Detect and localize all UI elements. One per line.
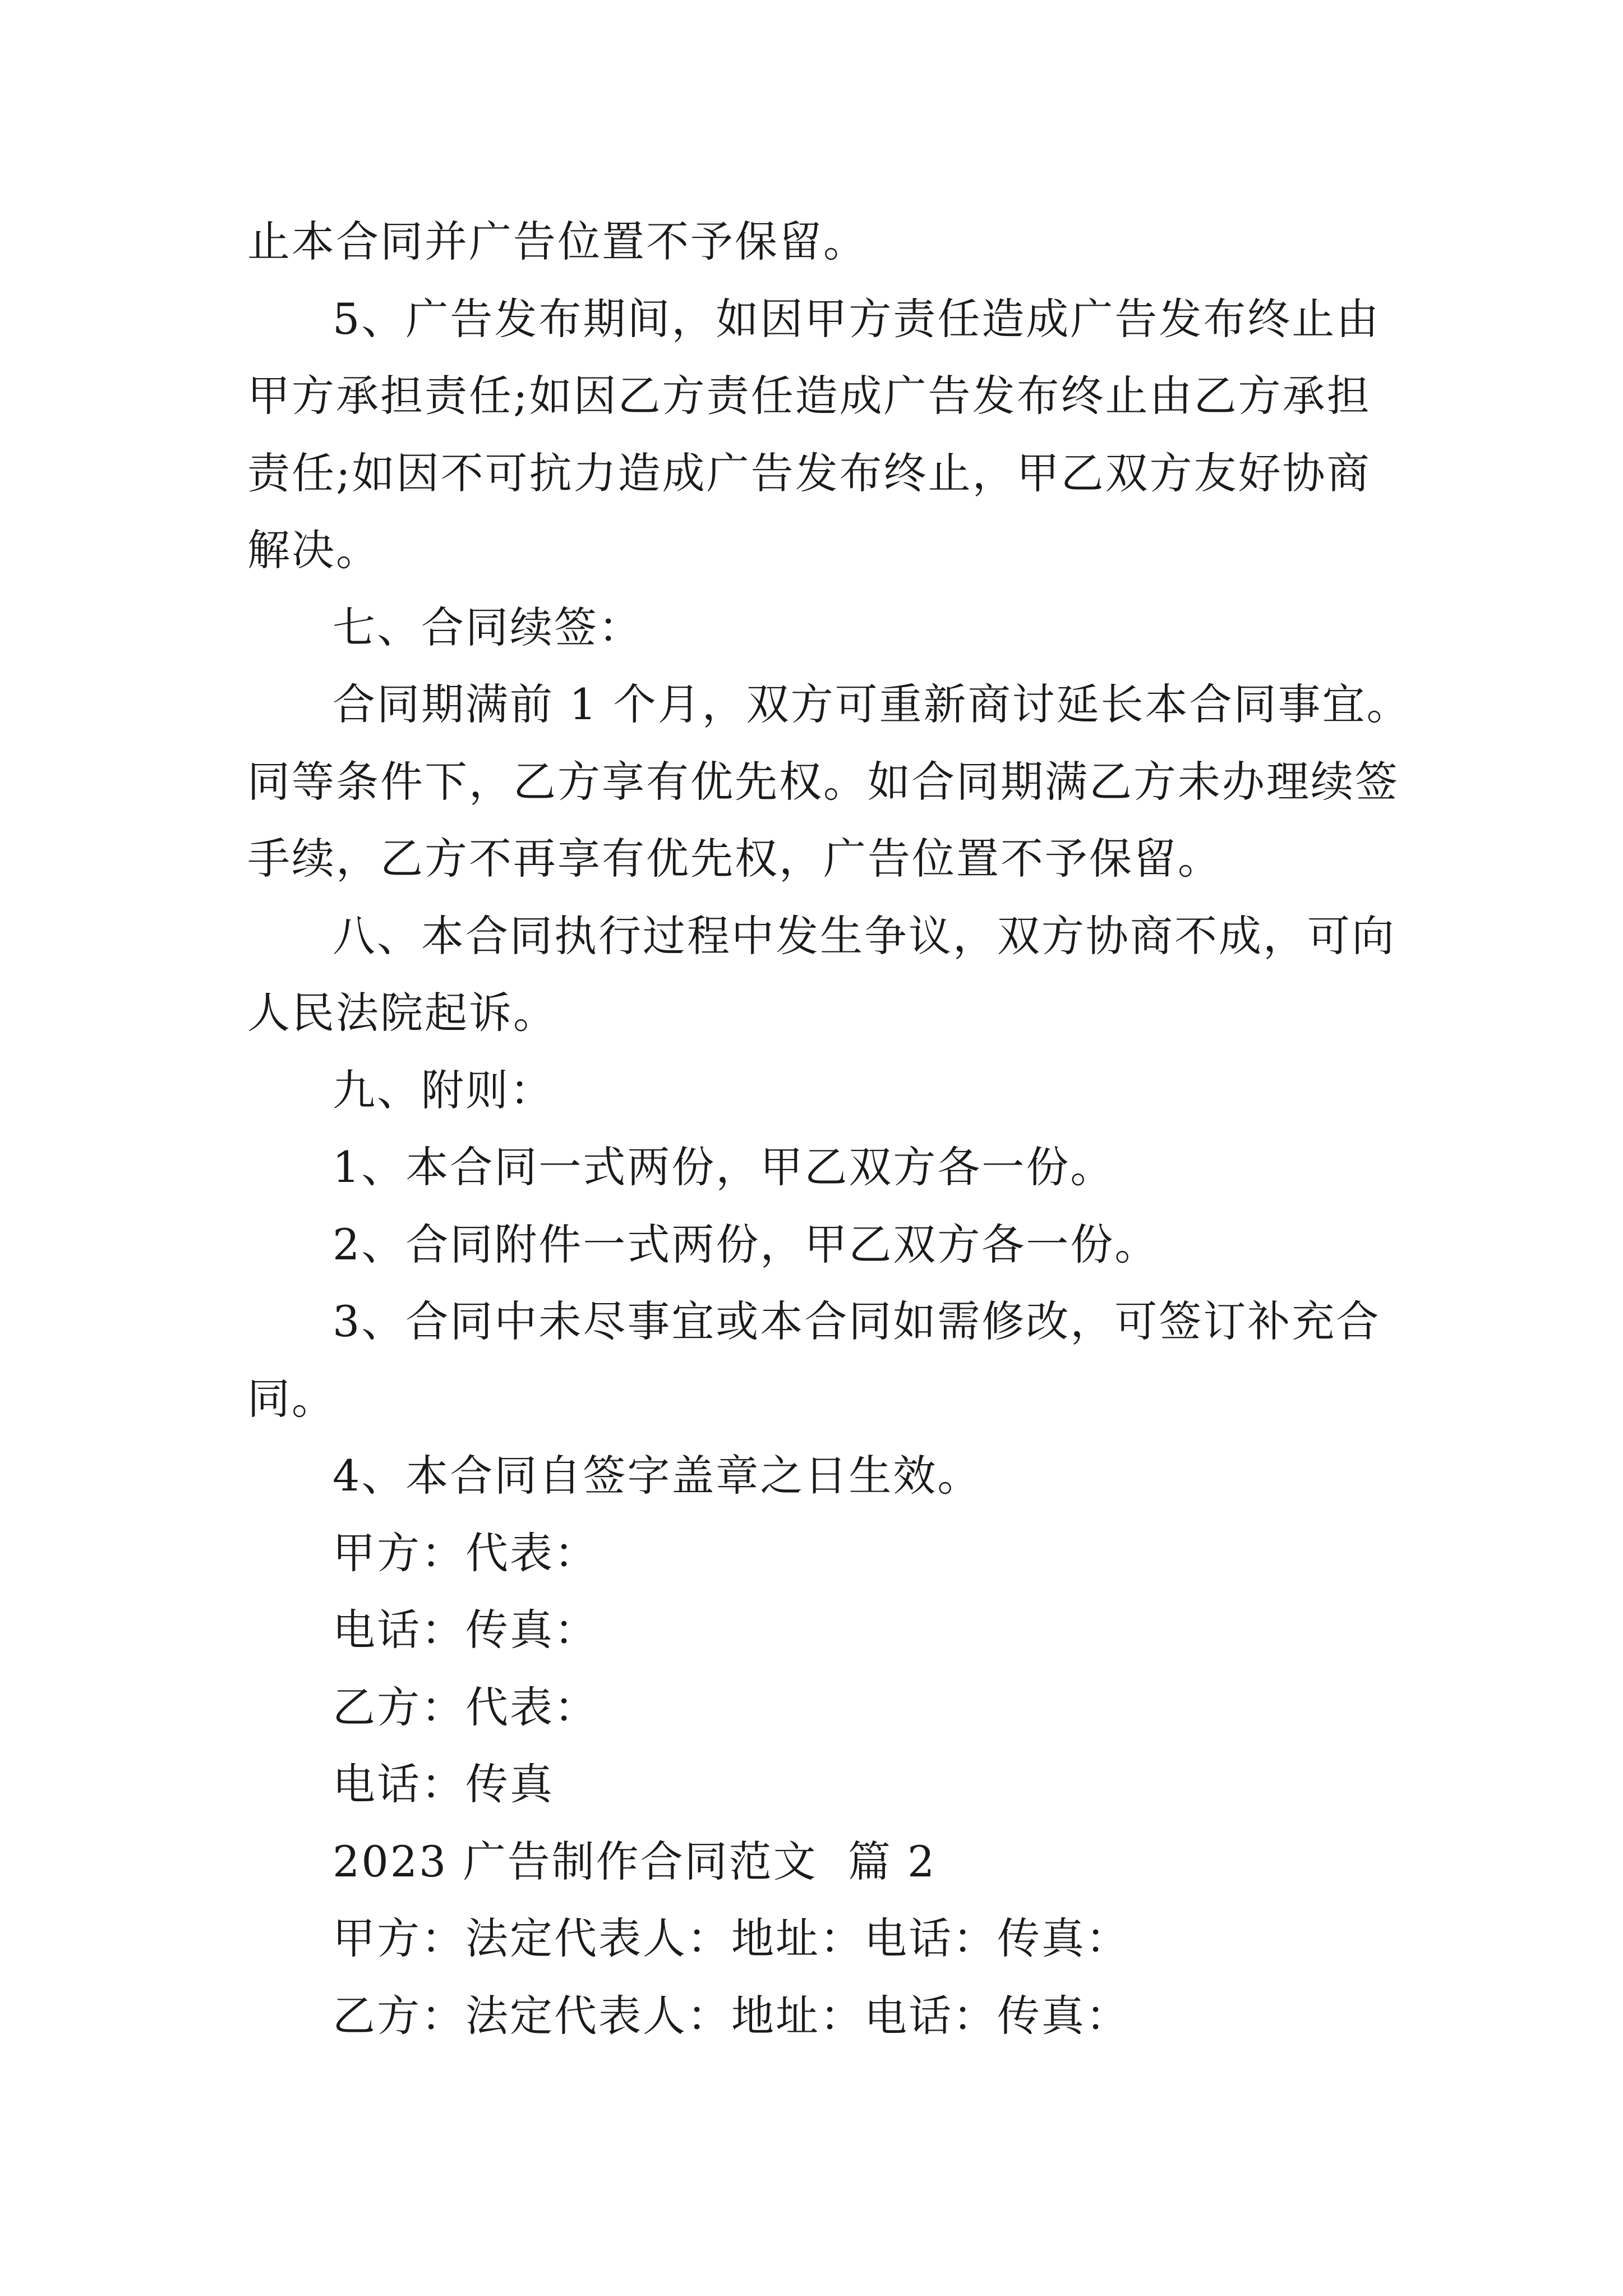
text-line: 1、本合同一式两份，甲乙双方各一份。 xyxy=(333,1142,1115,1192)
section-heading: 八、本合同执行过程中发生争议，双方协商不成，可向 xyxy=(333,910,1396,961)
text-line: 3、合同中未尽事宜或本合同如需修改，可签订补充合 xyxy=(333,1296,1381,1346)
text-line: 手续，乙方不再享有优先权，广告位置不予保留。 xyxy=(247,834,1222,884)
text-line: 合同期满前 1 个月，双方可重新商讨延长本合同事宜。 xyxy=(333,679,1411,729)
text-line: 甲方承担责任;如因乙方责任造成广告发布终止由乙方承担 xyxy=(247,371,1371,421)
party-line: 乙方：法定代表人：地址：电话：传真： xyxy=(333,1990,1130,2041)
text-line: 人民法院起诉。 xyxy=(247,988,557,1038)
section-heading: 九、附则： xyxy=(333,1065,554,1115)
text-line: 5、广告发布期间，如因甲方责任造成广告发布终止由 xyxy=(333,293,1381,344)
text-line: 2、合同附件一式两份，甲乙双方各一份。 xyxy=(333,1219,1159,1269)
party-line: 甲方：法定代表人：地址：电话：传真： xyxy=(333,1913,1130,1963)
text-line: 责任;如因不可抗力造成广告发布终止，甲乙双方友好协商 xyxy=(247,448,1371,498)
text-line: 解决。 xyxy=(247,525,380,575)
document-section-title: 2023 广告制作合同范文 篇 2 xyxy=(333,1836,937,1887)
signature-line: 电话：传真 xyxy=(333,1759,554,1809)
signature-line: 电话：传真： xyxy=(333,1605,598,1655)
document-body xyxy=(247,203,1411,2054)
signature-line: 甲方：代表： xyxy=(333,1527,598,1578)
text-line: 同等条件下，乙方享有优先权。如合同期满乙方未办理续签 xyxy=(247,756,1399,807)
text-line: 同。 xyxy=(247,1373,336,1424)
signature-line: 乙方：代表： xyxy=(333,1682,598,1732)
text-line: 4、本合同自签字盖章之日生效。 xyxy=(333,1451,982,1501)
section-heading: 七、合同续签： xyxy=(333,602,643,652)
text-line: 止本合同并广告位置不予保留。 xyxy=(247,217,868,266)
